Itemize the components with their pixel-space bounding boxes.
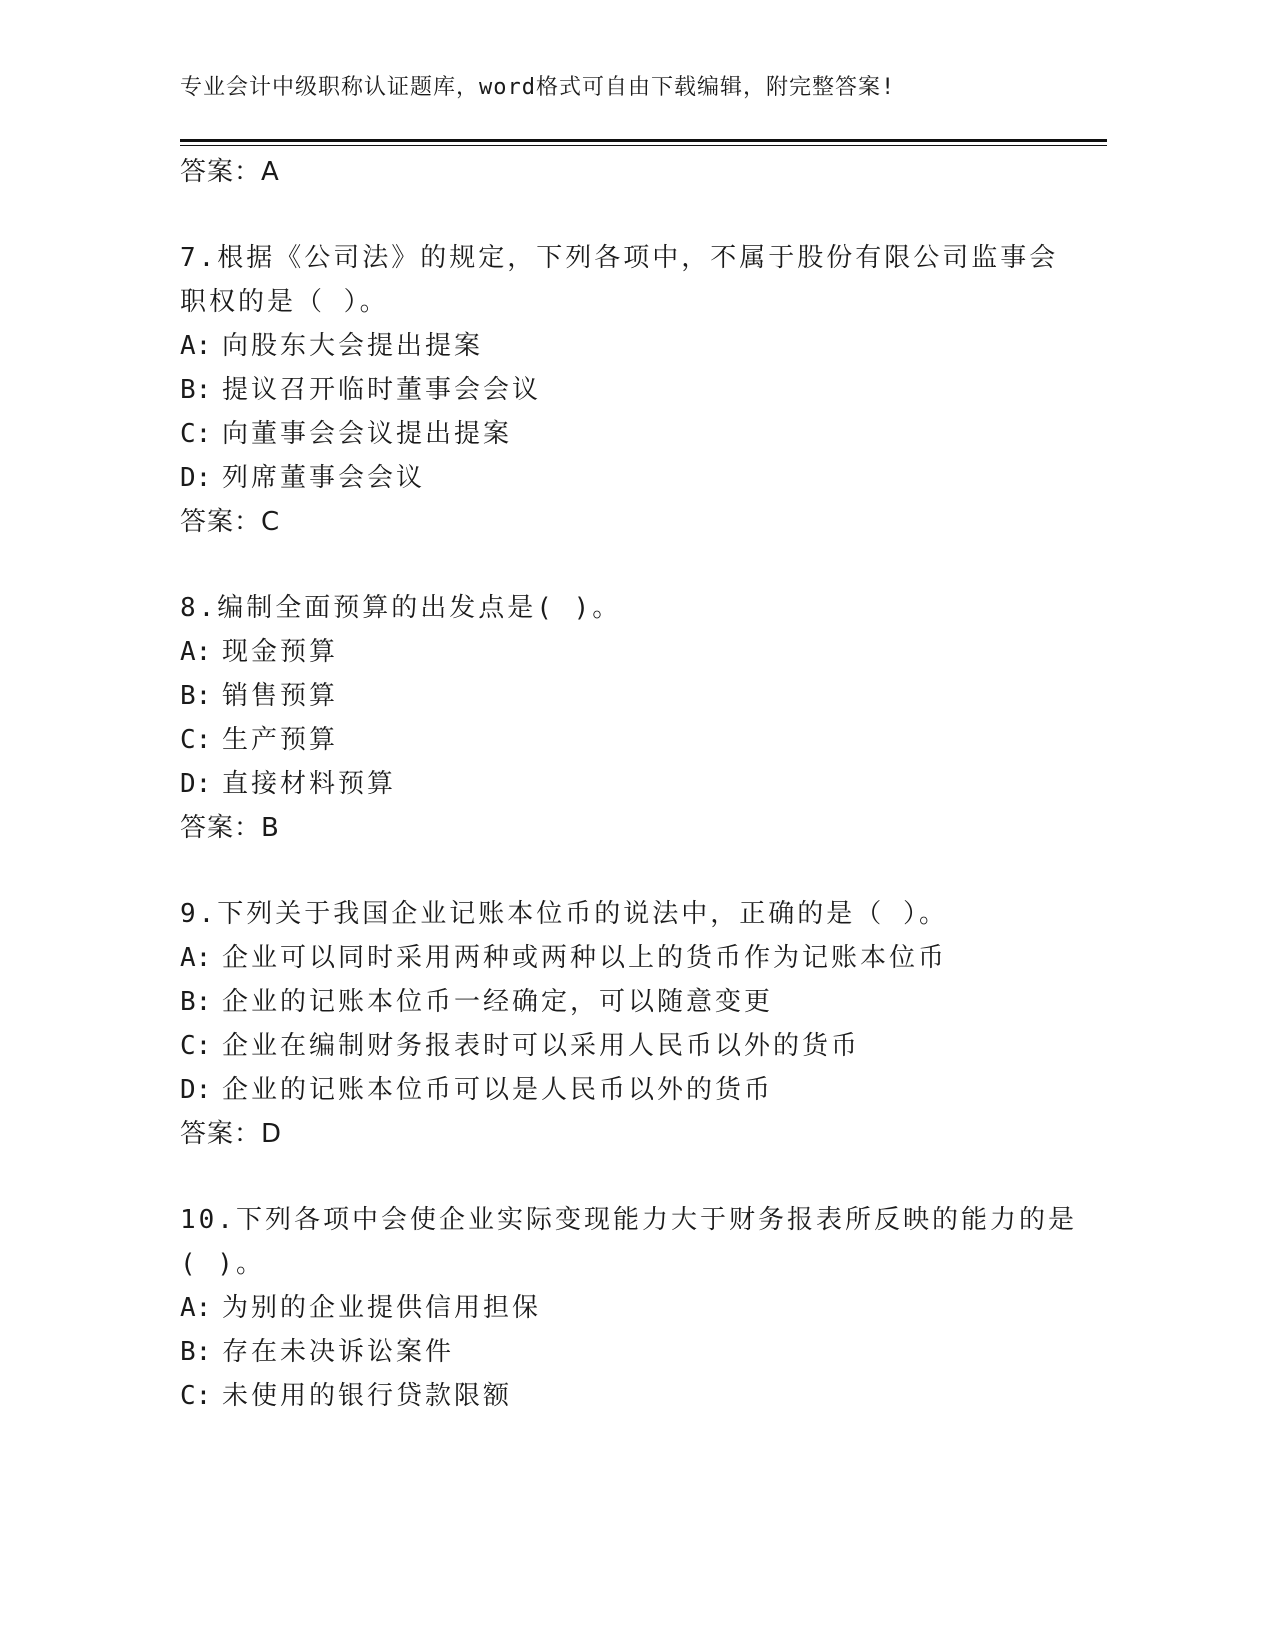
option-text: 向股东大会提出提案: [222, 331, 484, 361]
header-rule-thick: [180, 139, 1107, 142]
option-letter: A:: [180, 331, 212, 361]
option-text: 提议召开临时董事会会议: [222, 375, 542, 405]
option-text: 企业可以同时采用两种或两种以上的货币作为记账本位币: [222, 943, 948, 973]
option-letter: C:: [180, 725, 212, 755]
option-text: 现金预算: [222, 637, 339, 667]
option-text: 直接材料预算: [222, 769, 397, 799]
option-item: [180, 1330, 1110, 1374]
question-text: 7.根据《公司法》的规定，下列各项中，不属于股份有限公司监事会: [180, 243, 1059, 273]
option-item: [180, 412, 1110, 456]
header-rule-thin: [180, 145, 1107, 146]
option-item: [180, 368, 1110, 412]
option-text: 列席董事会会议: [222, 463, 426, 493]
option-item: [180, 936, 1110, 980]
question-text: ( )。: [180, 1249, 265, 1279]
question-text: 8.编制全面预算的出发点是( )。: [180, 593, 622, 623]
option-letter: D:: [180, 1075, 212, 1105]
option-letter: B:: [180, 987, 212, 1017]
option-letter: C:: [180, 419, 212, 449]
option-letter: A:: [180, 943, 212, 973]
option-item: [180, 1374, 1110, 1418]
option-item: [180, 718, 1110, 762]
answer-line: 答案：C: [180, 507, 281, 537]
page-header: 专业会计中级职称认证题库，word格式可自由下载编辑，附完整答案!: [180, 75, 896, 100]
option-item: [180, 1024, 1110, 1068]
option-letter: B:: [180, 681, 212, 711]
option-item: [180, 456, 1110, 500]
option-item: [180, 1286, 1110, 1330]
option-item: [180, 630, 1110, 674]
option-text: 向董事会会议提出提案: [222, 419, 513, 449]
option-item: [180, 762, 1110, 806]
option-letter: D:: [180, 769, 212, 799]
option-text: 生产预算: [222, 725, 339, 755]
option-text: 企业的记账本位币一经确定，可以随意变更: [222, 987, 774, 1017]
question-text: 9.下列关于我国企业记账本位币的说法中，正确的是（ ）。: [180, 899, 948, 929]
question-item: [180, 236, 1110, 544]
option-letter: C:: [180, 1031, 212, 1061]
option-item: [180, 674, 1110, 718]
option-item: [180, 324, 1110, 368]
option-item: [180, 980, 1110, 1024]
answer-line: 答案：A: [180, 157, 280, 187]
answer-line: 答案：D: [180, 1119, 283, 1149]
option-letter: A:: [180, 1293, 212, 1323]
question-list: [180, 150, 1110, 1418]
option-letter: A:: [180, 637, 212, 667]
question-item: [180, 1198, 1110, 1418]
option-item: [180, 1068, 1110, 1112]
question-text: 10.下列各项中会使企业实际变现能力大于财务报表所反映的能力的是: [180, 1205, 1077, 1235]
option-letter: D:: [180, 463, 212, 493]
option-letter: C:: [180, 1381, 212, 1411]
option-text: 未使用的银行贷款限额: [222, 1381, 513, 1411]
answer-line: 答案：B: [180, 813, 280, 843]
question-item: [180, 892, 1110, 1156]
option-text: 企业的记账本位币可以是人民币以外的货币: [222, 1075, 774, 1105]
option-letter: B:: [180, 1337, 212, 1367]
option-text: 销售预算: [222, 681, 339, 711]
option-text: 企业在编制财务报表时可以采用人民币以外的货币: [222, 1031, 861, 1061]
option-text: 为别的企业提供信用担保: [222, 1293, 542, 1323]
question-item: [180, 586, 1110, 850]
question-text: 职权的是（ ）。: [180, 287, 389, 317]
option-text: 存在未决诉讼案件: [222, 1337, 455, 1367]
option-letter: B:: [180, 375, 212, 405]
